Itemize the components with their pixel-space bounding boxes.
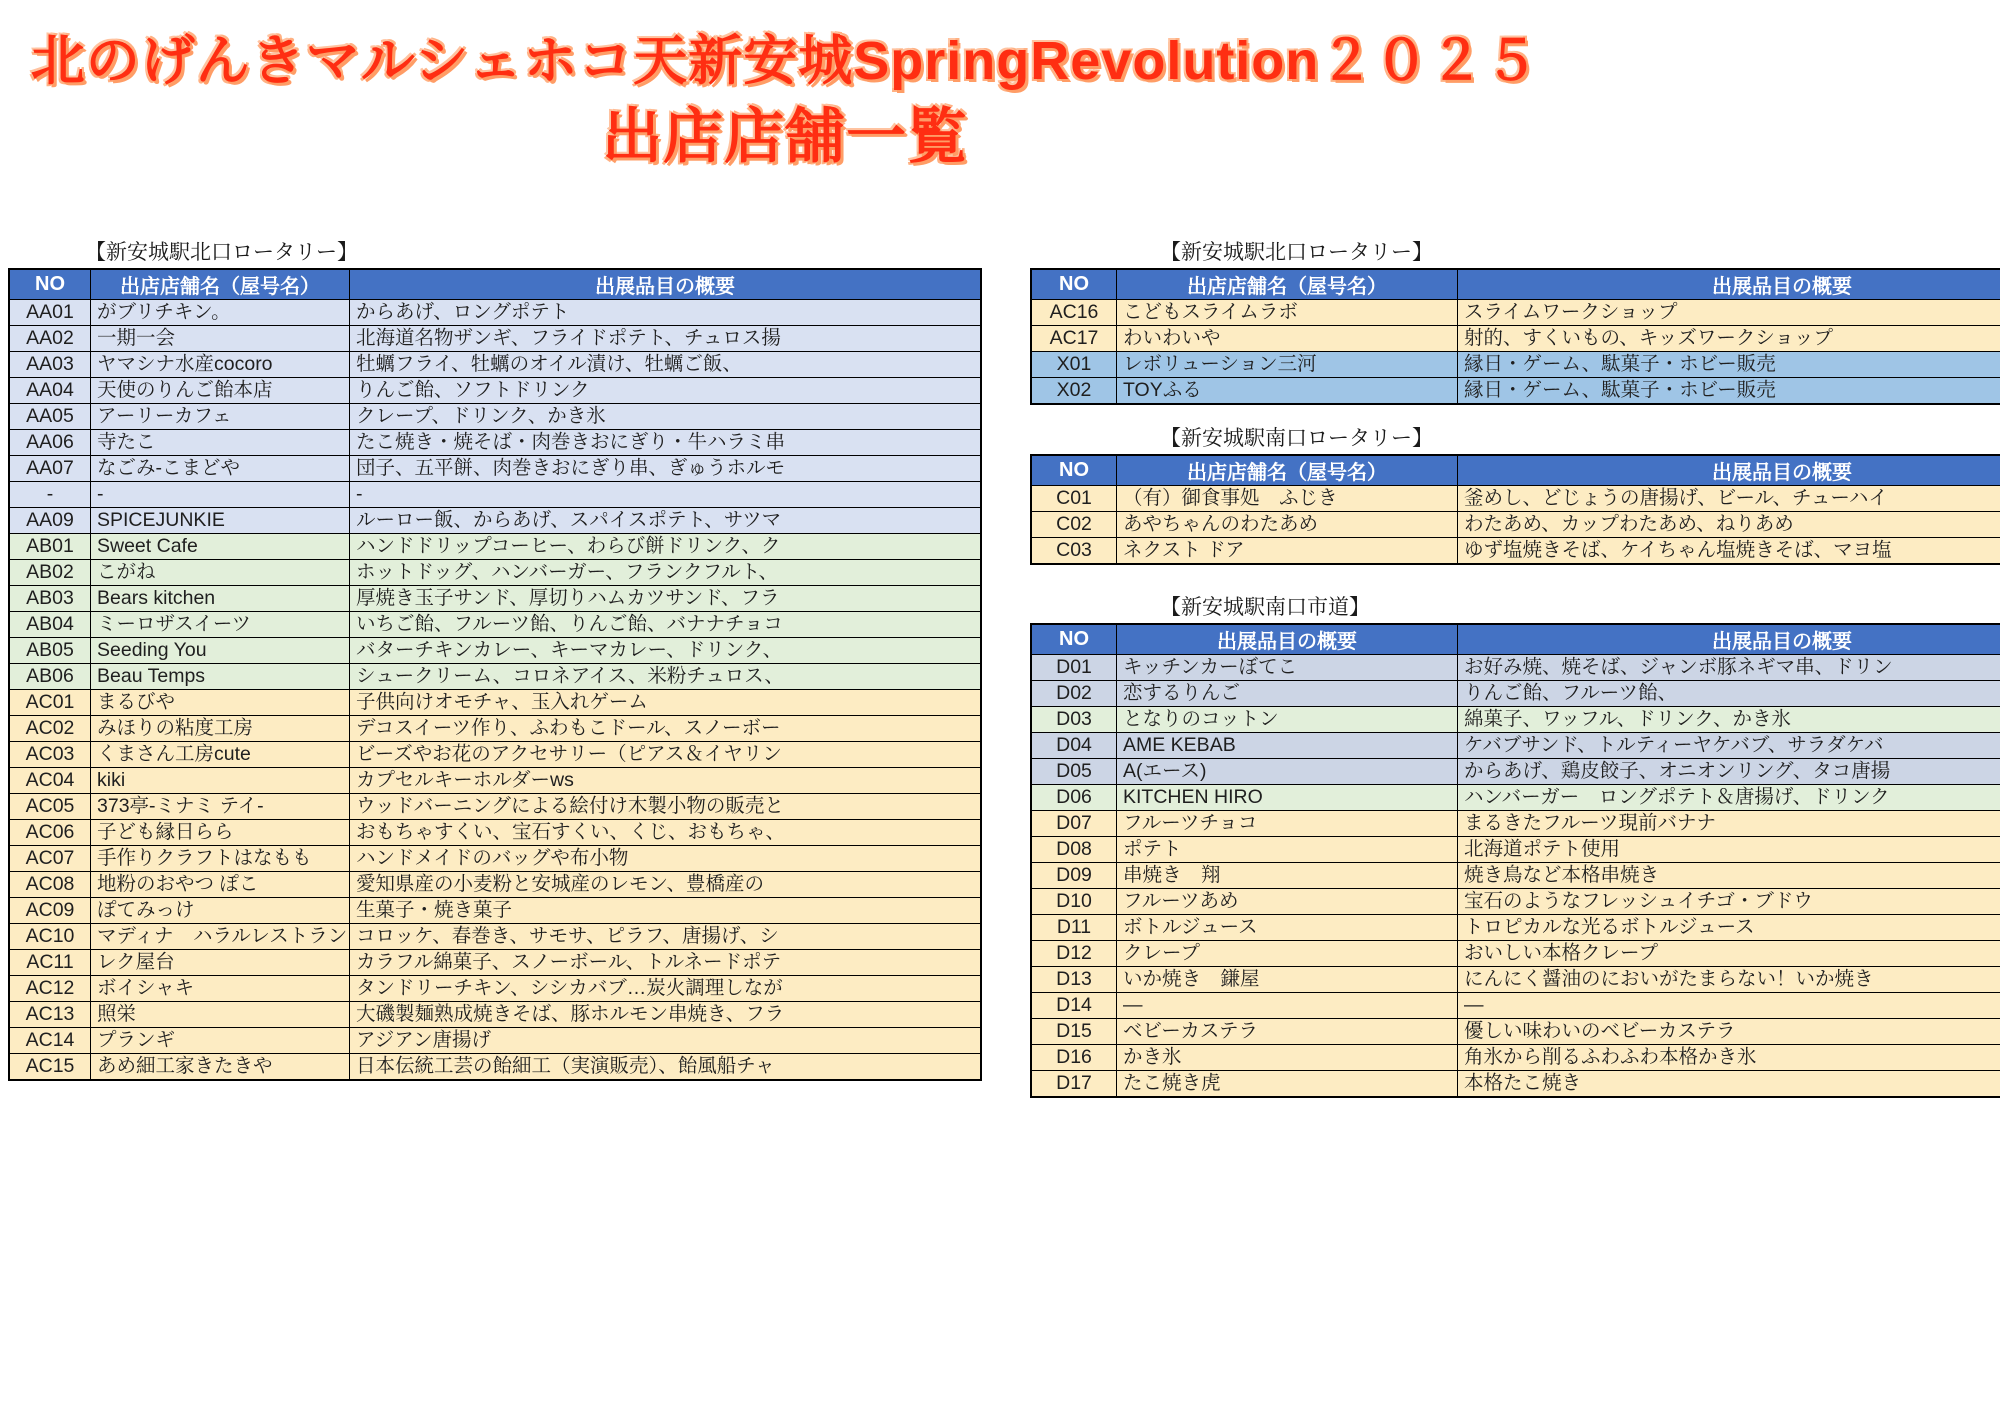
cell-items: 団子、五平餅、肉巻きおにぎり串、ぎゅうホルモ — [350, 456, 982, 482]
cell-no: AA04 — [9, 378, 91, 404]
table-row — [9, 768, 981, 794]
cell-items: いちご飴、フルーツ飴、りんご飴、バナナチョコ — [350, 612, 982, 638]
cell-no: AA01 — [9, 300, 91, 326]
table-row — [9, 300, 981, 326]
left-column — [8, 240, 982, 1081]
cell-items: デコスイーツ作り、ふわもこドール、スノーボー — [350, 716, 982, 742]
cell-shop-name: 串焼き 翔 — [1117, 863, 1458, 889]
cell-no: AB02 — [9, 560, 91, 586]
cell-items: わたあめ、カップわたあめ、ねりあめ — [1458, 512, 2000, 538]
table-row — [1031, 378, 2000, 405]
table-row — [1031, 707, 2000, 733]
header-row — [1031, 624, 2000, 655]
section-caption-south-rotary: 【新安城駅南口ロータリー】 — [1160, 427, 1433, 450]
table-row — [1031, 889, 2000, 915]
table-row — [1031, 967, 2000, 993]
column-header: NO — [1031, 624, 1117, 655]
table-row — [9, 482, 981, 508]
table-row — [1031, 326, 2000, 352]
cell-items: カラフル綿菓子、スノーボール、トルネードポテ — [350, 950, 982, 976]
vendor-table-north-extra — [1030, 268, 2000, 405]
cell-items: タンドリーチキン、シシカバブ…炭火調理しなが — [350, 976, 982, 1002]
cell-shop-name: レボリューション三河 — [1117, 352, 1458, 378]
table-row — [1031, 681, 2000, 707]
cell-shop-name: こどもスライムラボ — [1117, 300, 1458, 326]
table-row — [9, 976, 981, 1002]
cell-no: AC12 — [9, 976, 91, 1002]
cell-shop-name: 373亭-ミナミ テイ- — [91, 794, 350, 820]
cell-no: AA02 — [9, 326, 91, 352]
table-row — [1031, 1019, 2000, 1045]
cell-no: AC08 — [9, 872, 91, 898]
table-row — [1031, 837, 2000, 863]
cell-shop-name: SPICEJUNKIE — [91, 508, 350, 534]
cell-shop-name: たこ焼き虎 — [1117, 1071, 1458, 1098]
cell-shop-name: ぽてみっけ — [91, 898, 350, 924]
cell-shop-name: TOYふる — [1117, 378, 1458, 405]
cell-no: AC16 — [1031, 300, 1117, 326]
cell-items: 角氷から削るふわふわ本格かき氷 — [1458, 1045, 2000, 1071]
header-row — [1031, 455, 2000, 486]
cell-items: たこ焼き・焼そば・肉巻きおにぎり・牛ハラミ串 — [350, 430, 982, 456]
cell-shop-name: くまさん工房cute — [91, 742, 350, 768]
cell-no: AC15 — [9, 1054, 91, 1081]
cell-items: ウッドバーニングによる絵付け木製小物の販売と — [350, 794, 982, 820]
cell-no: AC03 — [9, 742, 91, 768]
cell-shop-name: あめ細工家きたきや — [91, 1054, 350, 1081]
cell-items: 縁日・ゲーム、駄菓子・ホビー販売 — [1458, 352, 2000, 378]
cell-no: AC05 — [9, 794, 91, 820]
cell-shop-name: アーリーカフェ — [91, 404, 350, 430]
table-row — [9, 1054, 981, 1081]
cell-items: ― — [1458, 993, 2000, 1019]
table-row — [1031, 1045, 2000, 1071]
cell-items: 大磯製麺熟成焼きそば、豚ホルモン串焼き、フラ — [350, 1002, 982, 1028]
cell-items: 優しい味わいのベビーカステラ — [1458, 1019, 2000, 1045]
cell-shop-name: KITCHEN HIRO — [1117, 785, 1458, 811]
cell-shop-name: かき氷 — [1117, 1045, 1458, 1071]
table-row — [9, 820, 981, 846]
cell-shop-name: わいわいや — [1117, 326, 1458, 352]
cell-shop-name: マディナ ハラルレストラン — [91, 924, 350, 950]
table-row — [9, 716, 981, 742]
cell-items: ゆず塩焼きそば、ケイちゃん塩焼きそば、マヨ塩 — [1458, 538, 2000, 565]
cell-no: AC01 — [9, 690, 91, 716]
column-header: 出店店舗名（屋号名） — [91, 269, 350, 300]
cell-items: 北海道ポテト使用 — [1458, 837, 2000, 863]
cell-no: D06 — [1031, 785, 1117, 811]
cell-items: 愛知県産の小麦粉と安城産のレモン、豊橋産の — [350, 872, 982, 898]
column-header: NO — [9, 269, 91, 300]
cell-no: AA03 — [9, 352, 91, 378]
cell-items: 焼き鳥など本格串焼き — [1458, 863, 2000, 889]
table-row — [1031, 655, 2000, 681]
table-row — [9, 872, 981, 898]
section-caption-north-main: 【新安城駅北口ロータリー】 — [85, 241, 358, 264]
header-row — [1031, 269, 2000, 300]
column-header: NO — [1031, 455, 1117, 486]
cell-items: おいしい本格クレープ — [1458, 941, 2000, 967]
cell-items: 宝石のようなフレッシュイチゴ・ブドウ — [1458, 889, 2000, 915]
cell-shop-name: クレープ — [1117, 941, 1458, 967]
cell-no: D10 — [1031, 889, 1117, 915]
cell-items: 北海道名物ザンギ、フライドポテト、チュロス揚 — [350, 326, 982, 352]
table-row — [9, 534, 981, 560]
table-row — [9, 326, 981, 352]
table-row — [9, 1002, 981, 1028]
cell-no: AC07 — [9, 846, 91, 872]
table-row — [9, 794, 981, 820]
table-row — [9, 664, 981, 690]
cell-shop-name: （有）御食事処 ふじき — [1117, 486, 1458, 512]
cell-no: D09 — [1031, 863, 1117, 889]
title-line-1: 北のげんきマルシェホコ天新安城SpringRevolution２０２５ — [30, 31, 1540, 91]
page-title — [0, 26, 1570, 176]
cell-items: アジアン唐揚げ — [350, 1028, 982, 1054]
table-row — [9, 638, 981, 664]
cell-items: 縁日・ゲーム、駄菓子・ホビー販売 — [1458, 378, 2000, 405]
cell-no: D13 — [1031, 967, 1117, 993]
table-row — [9, 898, 981, 924]
column-header: 出展品目の概要 — [1117, 624, 1458, 655]
cell-shop-name: Bears kitchen — [91, 586, 350, 612]
table-row — [9, 690, 981, 716]
cell-no: AA07 — [9, 456, 91, 482]
cell-items: ルーロー飯、からあげ、スパイスポテト、サツマ — [350, 508, 982, 534]
cell-no: AC09 — [9, 898, 91, 924]
cell-items: 厚焼き玉子サンド、厚切りハムカツサンド、フラ — [350, 586, 982, 612]
cell-shop-name: あやちゃんのわたあめ — [1117, 512, 1458, 538]
table-row — [1031, 352, 2000, 378]
cell-items: 釜めし、どじょうの唐揚げ、ビール、チューハイ — [1458, 486, 2000, 512]
cell-items: ハンドメイドのバッグや布小物 — [350, 846, 982, 872]
cell-shop-name: 天使のりんご飴本店 — [91, 378, 350, 404]
cell-items: スライムワークショップ — [1458, 300, 2000, 326]
cell-no: X01 — [1031, 352, 1117, 378]
cell-shop-name: となりのコットン — [1117, 707, 1458, 733]
table-row — [1031, 538, 2000, 565]
column-header: 出店店舗名（屋号名） — [1117, 455, 1458, 486]
column-header: 出展品目の概要 — [350, 269, 982, 300]
cell-shop-name: Sweet Cafe — [91, 534, 350, 560]
table-row — [1031, 1071, 2000, 1098]
cell-items: ケバブサンド、トルティーヤケバブ、サラダケバ — [1458, 733, 2000, 759]
cell-shop-name: 照栄 — [91, 1002, 350, 1028]
table-row — [9, 404, 981, 430]
table-row — [1031, 733, 2000, 759]
table-row — [9, 378, 981, 404]
table-row — [1031, 486, 2000, 512]
cell-items: おもちゃすくい、宝石すくい、くじ、おもちゃ、 — [350, 820, 982, 846]
cell-no: AC10 — [9, 924, 91, 950]
cell-shop-name: がブリチキン。 — [91, 300, 350, 326]
table-row — [1031, 993, 2000, 1019]
table-row — [9, 924, 981, 950]
cell-items: ホットドッグ、ハンバーガー、フランクフルト、 — [350, 560, 982, 586]
table-row — [1031, 785, 2000, 811]
table-row — [9, 612, 981, 638]
cell-shop-name: 子ども縁日らら — [91, 820, 350, 846]
column-header: NO — [1031, 269, 1117, 300]
title-line-2: 出店店舗一覧 — [602, 103, 968, 171]
cell-no: AC06 — [9, 820, 91, 846]
cell-items: からあげ、ロングポテト — [350, 300, 982, 326]
cell-no: - — [9, 482, 91, 508]
table-row — [1031, 941, 2000, 967]
cell-shop-name: こがね — [91, 560, 350, 586]
cell-shop-name: ― — [1117, 993, 1458, 1019]
cell-shop-name: フルーツあめ — [1117, 889, 1458, 915]
cell-shop-name: 地粉のおやつ ぽこ — [91, 872, 350, 898]
cell-shop-name: プランギ — [91, 1028, 350, 1054]
cell-no: AC17 — [1031, 326, 1117, 352]
cell-items: 綿菓子、ワッフル、ドリンク、かき氷 — [1458, 707, 2000, 733]
cell-items: まるきたフルーツ現前バナナ — [1458, 811, 2000, 837]
cell-items: りんご飴、フルーツ飴、 — [1458, 681, 2000, 707]
cell-no: AC02 — [9, 716, 91, 742]
cell-items: ハンドドリップコーヒー、わらび餅ドリンク、ク — [350, 534, 982, 560]
cell-shop-name: - — [91, 482, 350, 508]
cell-no: D12 — [1031, 941, 1117, 967]
table-row — [9, 846, 981, 872]
cell-shop-name: Beau Temps — [91, 664, 350, 690]
cell-shop-name: ベビーカステラ — [1117, 1019, 1458, 1045]
cell-items: バターチキンカレー、キーマカレー、ドリンク、 — [350, 638, 982, 664]
cell-items: お好み焼、焼そば、ジャンボ豚ネギマ串、ドリン — [1458, 655, 2000, 681]
cell-items: 牡蠣フライ、牡蠣のオイル漬け、牡蠣ご飯、 — [350, 352, 982, 378]
cell-no: D04 — [1031, 733, 1117, 759]
cell-no: X02 — [1031, 378, 1117, 405]
table-row — [9, 950, 981, 976]
cell-shop-name: みほりの粘度工房 — [91, 716, 350, 742]
cell-no: D05 — [1031, 759, 1117, 785]
cell-no: AB05 — [9, 638, 91, 664]
cell-no: AB01 — [9, 534, 91, 560]
cell-no: D14 — [1031, 993, 1117, 1019]
vendor-table-north-main — [8, 268, 982, 1081]
cell-no: AC13 — [9, 1002, 91, 1028]
column-header: 出展品目の概要 — [1458, 455, 2000, 486]
table-row — [9, 1028, 981, 1054]
cell-no: AA09 — [9, 508, 91, 534]
cell-items: ビーズやお花のアクセサリー（ピアス＆イヤリン — [350, 742, 982, 768]
cell-no: AB06 — [9, 664, 91, 690]
table-row — [9, 560, 981, 586]
cell-no: D15 — [1031, 1019, 1117, 1045]
cell-shop-name: レク屋台 — [91, 950, 350, 976]
cell-shop-name: 寺たこ — [91, 430, 350, 456]
cell-no: D17 — [1031, 1071, 1117, 1098]
column-header: 出展品目の概要 — [1458, 624, 2000, 655]
cell-items: 射的、すくいもの、キッズワークショップ — [1458, 326, 2000, 352]
cell-no: D03 — [1031, 707, 1117, 733]
cell-shop-name: AME KEBAB — [1117, 733, 1458, 759]
cell-shop-name: A(エース) — [1117, 759, 1458, 785]
cell-items: りんご飴、ソフトドリンク — [350, 378, 982, 404]
cell-items: - — [350, 482, 982, 508]
section-caption-south-street: 【新安城駅南口市道】 — [1160, 596, 1370, 619]
column-header: 出展品目の概要 — [1458, 269, 2000, 300]
cell-items: 子供向けオモチャ、玉入れゲーム — [350, 690, 982, 716]
cell-items: コロッケ、春巻き、サモサ、ピラフ、唐揚げ、シ — [350, 924, 982, 950]
cell-shop-name: まるびや — [91, 690, 350, 716]
table-row — [1031, 863, 2000, 889]
cell-shop-name: キッチンカーぼてこ — [1117, 655, 1458, 681]
table-row — [1031, 915, 2000, 941]
cell-shop-name: ポテト — [1117, 837, 1458, 863]
cell-items: にんにく醤油のにおいがたまらない！いか焼き — [1458, 967, 2000, 993]
cell-no: C03 — [1031, 538, 1117, 565]
cell-shop-name: Seeding You — [91, 638, 350, 664]
cell-no: D07 — [1031, 811, 1117, 837]
cell-items: 本格たこ焼き — [1458, 1071, 2000, 1098]
cell-shop-name: ネクスト ドア — [1117, 538, 1458, 565]
cell-shop-name: フルーツチョコ — [1117, 811, 1458, 837]
cell-items: クレープ、ドリンク、かき氷 — [350, 404, 982, 430]
table-row — [9, 586, 981, 612]
table-row — [1031, 759, 2000, 785]
table-row — [9, 352, 981, 378]
column-header: 出店店舗名（屋号名） — [1117, 269, 1458, 300]
header-row — [9, 269, 981, 300]
cell-shop-name: 恋するりんご — [1117, 681, 1458, 707]
cell-shop-name: ヤマシナ水産cocoro — [91, 352, 350, 378]
table-row — [1031, 300, 2000, 326]
vendor-table-south-rotary — [1030, 454, 2000, 565]
cell-no: AB04 — [9, 612, 91, 638]
cell-no: AB03 — [9, 586, 91, 612]
cell-no: AC04 — [9, 768, 91, 794]
cell-no: AA05 — [9, 404, 91, 430]
cell-no: D02 — [1031, 681, 1117, 707]
cell-no: D01 — [1031, 655, 1117, 681]
table-row — [1031, 811, 2000, 837]
table-row — [9, 508, 981, 534]
cell-no: C02 — [1031, 512, 1117, 538]
cell-items: トロピカルな光るボトルジュース — [1458, 915, 2000, 941]
table-row — [1031, 512, 2000, 538]
vendor-table-south-street — [1030, 623, 2000, 1098]
cell-no: AA06 — [9, 430, 91, 456]
cell-shop-name: ボイシャキ — [91, 976, 350, 1002]
table-row — [9, 430, 981, 456]
cell-shop-name: いか焼き 鎌屋 — [1117, 967, 1458, 993]
section-caption-north-extra: 【新安城駅北口ロータリー】 — [1160, 241, 1433, 264]
cell-shop-name: 一期一会 — [91, 326, 350, 352]
table-row — [9, 456, 981, 482]
cell-shop-name: なごみ-こまどや — [91, 456, 350, 482]
cell-no: AC11 — [9, 950, 91, 976]
cell-no: D16 — [1031, 1045, 1117, 1071]
cell-items: からあげ、鶏皮餃子、オニオンリング、タコ唐揚 — [1458, 759, 2000, 785]
cell-items: カプセルキーホルダーws — [350, 768, 982, 794]
cell-no: D08 — [1031, 837, 1117, 863]
cell-no: C01 — [1031, 486, 1117, 512]
cell-no: D11 — [1031, 915, 1117, 941]
cell-items: 生菓子・焼き菓子 — [350, 898, 982, 924]
cell-items: ハンバーガー ロングポテト＆唐揚げ、ドリンク — [1458, 785, 2000, 811]
cell-shop-name: ボトルジュース — [1117, 915, 1458, 941]
cell-no: AC14 — [9, 1028, 91, 1054]
cell-shop-name: 手作りクラフトはなもも — [91, 846, 350, 872]
cell-shop-name: kiki — [91, 768, 350, 794]
table-row — [9, 742, 981, 768]
cell-items: シュークリーム、コロネアイス、米粉チュロス、 — [350, 664, 982, 690]
cell-items: 日本伝統工芸の飴細工（実演販売）、飴風船チャ — [350, 1054, 982, 1081]
cell-shop-name: ミーロザスイーツ — [91, 612, 350, 638]
right-column — [1030, 240, 2000, 1098]
